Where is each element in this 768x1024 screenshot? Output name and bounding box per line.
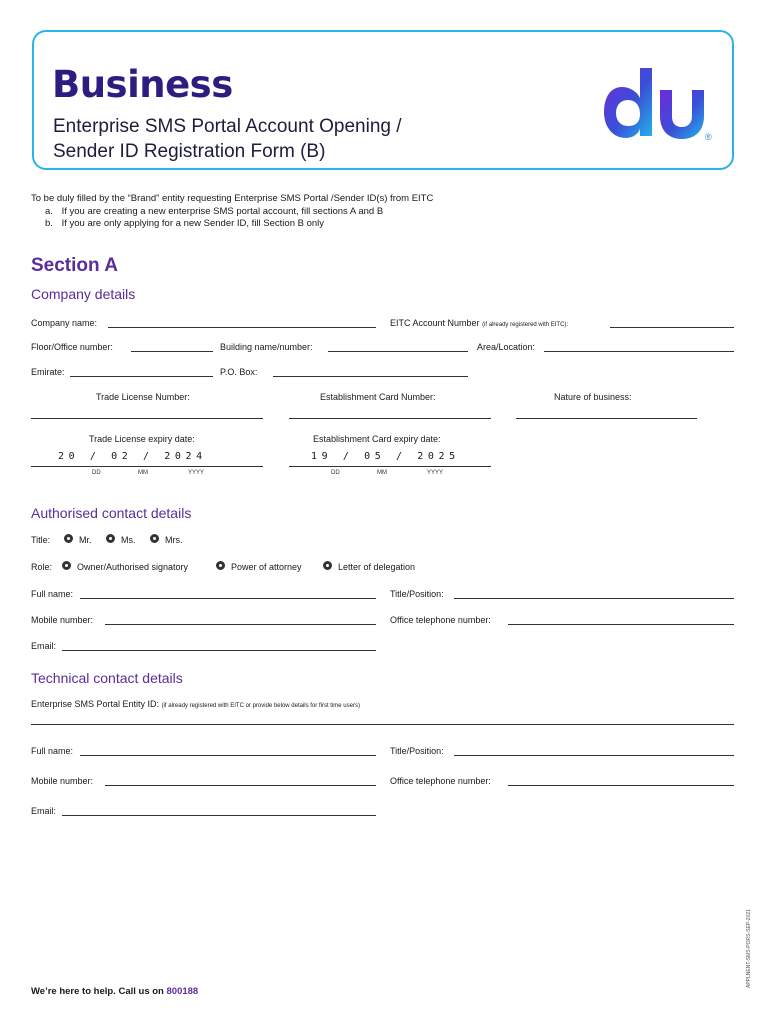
auth-mobile-label: Mobile number: — [31, 615, 94, 625]
title-mrs-label: Mrs. — [165, 535, 183, 545]
tech-full-name-label: Full name: — [31, 746, 74, 756]
trade-expiry-yyyy: YYYY — [188, 470, 205, 476]
building-field[interactable] — [328, 351, 468, 352]
floor-field[interactable] — [131, 351, 213, 352]
role-delegation-label: Letter of delegation — [338, 562, 416, 572]
entity-id-note: (if already registered with EITC or provide below details for first time users) — [161, 703, 360, 709]
technical-contact-heading: Technical contact details — [31, 670, 183, 686]
entity-id-field[interactable] — [31, 724, 734, 725]
auth-position-field[interactable] — [454, 598, 734, 599]
auth-position-label: Title/Position: — [390, 589, 444, 599]
est-expiry-yyyy: YYYY — [427, 470, 444, 476]
title-mr-radio[interactable] — [64, 534, 73, 543]
role-owner-radio[interactable] — [62, 561, 71, 570]
intro-item-text: If you are only applying for a new Sender ID, fill Section B only — [61, 218, 325, 229]
eitc-account-field[interactable] — [610, 327, 734, 328]
trade-expiry-mm: MM — [138, 470, 148, 476]
establishment-card-field[interactable] — [289, 418, 491, 419]
section-a-heading: Section A — [31, 255, 118, 276]
tech-mobile-field[interactable] — [105, 785, 376, 786]
eitc-account-label-text: EITC Account Number — [390, 318, 480, 328]
tech-position-label: Title/Position: — [390, 746, 444, 756]
entity-id-label — [31, 699, 360, 709]
title-mr-label: Mr. — [79, 535, 92, 545]
auth-full-name-label: Full name: — [31, 589, 74, 599]
trade-expiry-dd: DD — [92, 470, 101, 476]
auth-office-phone-label: Office telephone number: — [390, 615, 491, 625]
intro-text: To be duly filled by the “Brand” entity requesting Enterprise SMS Portal /Sender ID(s) from EITC — [31, 193, 434, 204]
area-field[interactable] — [544, 351, 734, 352]
du-logo-icon — [600, 60, 718, 150]
footer-text: We’re here to help. Call us on — [31, 986, 164, 997]
tech-office-phone-label: Office telephone number: — [390, 776, 491, 786]
brand-logo-text: Business — [52, 63, 233, 106]
role-poa-label: Power of attorney — [231, 562, 302, 572]
nature-label: Nature of business: — [554, 392, 632, 402]
trade-expiry-label: Trade License expiry date: — [89, 434, 195, 444]
auth-mobile-field[interactable] — [105, 624, 376, 625]
floor-label: Floor/Office number: — [31, 342, 113, 352]
title-label: Title: — [31, 535, 51, 545]
form-title — [53, 114, 402, 164]
entity-id-label-text: Enterprise SMS Portal Entity ID: — [31, 699, 160, 709]
auth-office-phone-field[interactable] — [508, 624, 734, 625]
po-box-label: P.O. Box: — [220, 367, 258, 377]
trade-license-label: Trade License Number: — [96, 392, 190, 402]
nature-field[interactable] — [516, 418, 697, 419]
intro-item-text: If you are creating a new enterprise SMS portal account, fill sections A and B — [61, 206, 384, 217]
company-name-field[interactable] — [108, 327, 376, 328]
tech-mobile-label: Mobile number: — [31, 776, 94, 786]
intro-item-marker: b. — [45, 218, 53, 229]
role-delegation-radio[interactable] — [323, 561, 332, 570]
auth-email-label: Email: — [31, 641, 57, 651]
establishment-card-label: Establishment Card Number: — [320, 392, 436, 402]
est-expiry-label: Establishment Card expiry date: — [313, 434, 441, 444]
form-code: APPLNENT-SMS-PORS-SEP-2021 — [746, 909, 752, 988]
trade-expiry-field[interactable] — [31, 466, 263, 467]
footer-help — [31, 986, 198, 997]
title-ms-radio[interactable] — [106, 534, 115, 543]
tech-office-phone-field[interactable] — [508, 785, 734, 786]
tech-position-field[interactable] — [454, 755, 734, 756]
eitc-account-note: (if already registered with EITC): — [482, 322, 569, 328]
intro-item-a — [45, 206, 383, 217]
building-label: Building name/number: — [220, 342, 313, 352]
title-ms-label: Ms. — [121, 535, 136, 545]
auth-full-name-field[interactable] — [80, 598, 376, 599]
footer-phone-link[interactable]: 800188 — [166, 986, 199, 997]
tech-email-field[interactable] — [62, 815, 376, 816]
po-box-field[interactable] — [273, 376, 468, 377]
est-expiry-mm: MM — [377, 470, 387, 476]
title-mrs-radio[interactable] — [150, 534, 159, 543]
intro-item-b — [45, 218, 324, 229]
est-expiry-dd: DD — [331, 470, 340, 476]
authorised-contact-heading: Authorised contact details — [31, 505, 192, 521]
role-owner-label: Owner/Authorised signatory — [77, 562, 189, 572]
form-title-line1: Enterprise SMS Portal Account Opening / — [53, 116, 402, 137]
trade-license-field[interactable] — [31, 418, 263, 419]
emirate-label: Emirate: — [31, 367, 65, 377]
company-details-heading: Company details — [31, 286, 136, 302]
role-poa-radio[interactable] — [216, 561, 225, 570]
tech-full-name-field[interactable] — [80, 755, 376, 756]
area-label: Area/Location: — [477, 342, 536, 352]
est-expiry-value[interactable]: 19 / 05 / 2025 — [311, 451, 460, 462]
form-title-line2: Sender ID Registration Form (B) — [53, 141, 326, 162]
registered-mark: ® — [705, 132, 712, 142]
est-expiry-field[interactable] — [289, 466, 491, 467]
emirate-field[interactable] — [70, 376, 213, 377]
role-label: Role: — [31, 562, 53, 572]
auth-email-field[interactable] — [62, 650, 376, 651]
tech-email-label: Email: — [31, 806, 57, 816]
intro-item-marker: a. — [45, 206, 53, 217]
eitc-account-label — [390, 318, 568, 328]
company-name-label: Company name: — [31, 318, 98, 328]
trade-expiry-value[interactable]: 20 / 02 / 2024 — [58, 451, 207, 462]
